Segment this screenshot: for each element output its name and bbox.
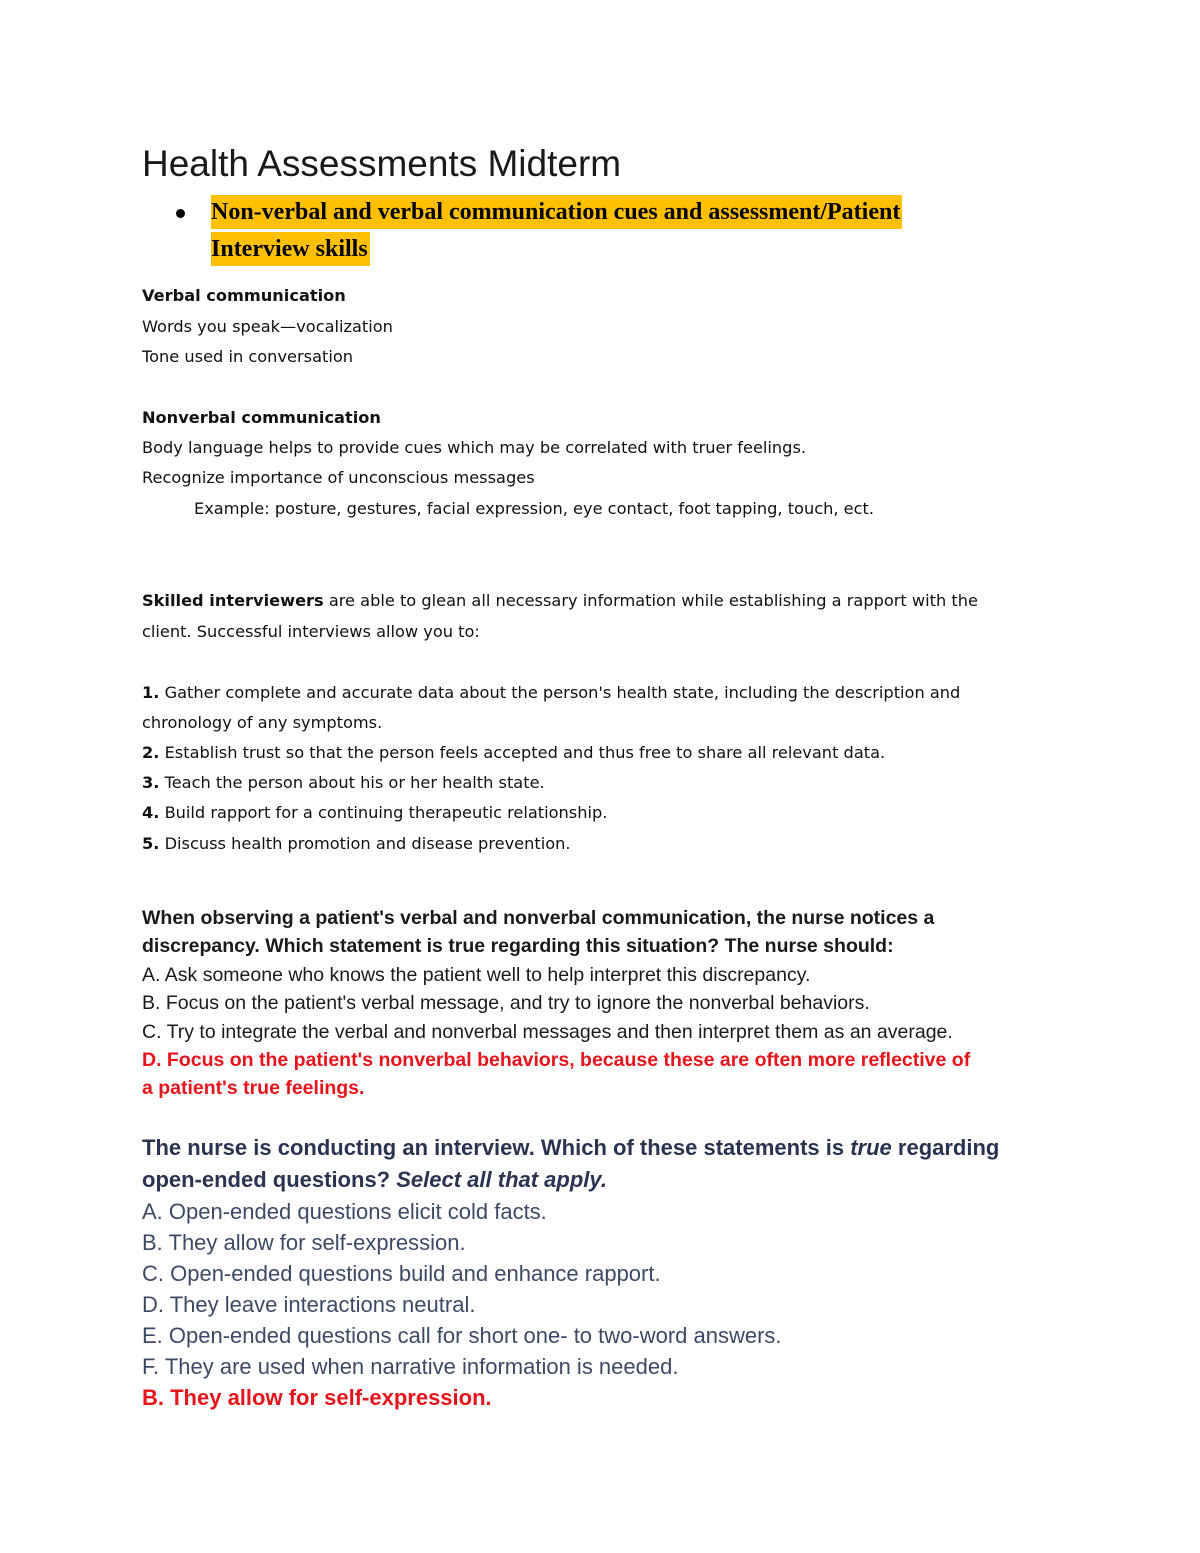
goal-text: Teach the person about his or her health state. bbox=[159, 773, 545, 792]
verbal-line: Words you speak—vocalization bbox=[142, 317, 393, 336]
goal-text: Discuss health promotion and disease prevention. bbox=[159, 834, 571, 853]
nonverbal-line: Recognize importance of unconscious messages bbox=[142, 468, 535, 487]
question-1-option: B. Focus on the patient's verbal message, and try to ignore the nonverbal behaviors. bbox=[142, 992, 870, 1014]
document-title: Health Assessments Midterm bbox=[142, 143, 622, 184]
goal-item bbox=[142, 801, 607, 825]
goal-number: 4. bbox=[142, 803, 160, 822]
question-2-option: D. They leave interactions neutral. bbox=[142, 1292, 476, 1317]
goal-text: Gather complete and accurate data about the person's health state, including the description and bbox=[159, 683, 961, 702]
nonverbal-line: Body language helps to provide cues which may be correlated with truer feelings. bbox=[142, 438, 807, 457]
nonverbal-example: Example: posture, gestures, facial expression, eye contact, foot tapping, touch, ect. bbox=[194, 499, 875, 518]
goal-text: Build rapport for a continuing therapeutic relationship. bbox=[159, 803, 608, 822]
question-2-option: F. They are used when narrative information is needed. bbox=[142, 1354, 679, 1379]
goal-item bbox=[142, 741, 885, 765]
question-2-option: E. Open-ended questions call for short one- to two-word answers. bbox=[142, 1323, 782, 1348]
goal-number: 1. bbox=[142, 683, 160, 702]
verbal-heading: Verbal communication bbox=[142, 286, 346, 305]
skilled-paragraph-line-1 bbox=[142, 589, 978, 613]
question-1-option: A. Ask someone who knows the patient well to help interpret this discrepancy. bbox=[142, 964, 811, 986]
highlighted-topic-line-2: Interview skills bbox=[211, 232, 370, 266]
skilled-paragraph-line-2: client. Successful interviews allow you to: bbox=[142, 622, 480, 641]
goal-item-continuation: chronology of any symptoms. bbox=[142, 713, 383, 732]
highlighted-topic-line-1: Non-verbal and verbal communication cues and assessment/Patient bbox=[211, 195, 902, 229]
goal-text: Establish trust so that the person feels accepted and thus free to share all relevant data. bbox=[159, 743, 886, 762]
question-1-answer-line-1: D. Focus on the patient's nonverbal behaviors, because these are often more reflective of bbox=[142, 1049, 971, 1071]
question-1-answer-line-2: a patient's true feelings. bbox=[142, 1077, 365, 1099]
goal-number: 3. bbox=[142, 773, 160, 792]
question-2-option: A. Open-ended questions elicit cold facts. bbox=[142, 1199, 547, 1224]
goal-item bbox=[142, 681, 960, 705]
nonverbal-heading: Nonverbal communication bbox=[142, 408, 381, 427]
verbal-line: Tone used in conversation bbox=[142, 347, 353, 366]
question-2-option: C. Open-ended questions build and enhance rapport. bbox=[142, 1261, 661, 1286]
question-1-stem-line-1: When observing a patient's verbal and nonverbal communication, the nurse notices a bbox=[142, 907, 935, 929]
skilled-rest: are able to glean all necessary information while establishing a rapport with the bbox=[323, 591, 978, 610]
goal-item bbox=[142, 832, 571, 856]
question-2-option: B. They allow for self-expression. bbox=[142, 1230, 466, 1255]
question-1-option: C. Try to integrate the verbal and nonverbal messages and then interpret them as an average. bbox=[142, 1021, 953, 1043]
question-2-instruction: Select all that apply. bbox=[396, 1167, 607, 1192]
goal-item bbox=[142, 771, 545, 795]
goal-number: 5. bbox=[142, 834, 160, 853]
question-2-stem-text: The nurse is conducting an interview. Which of these statements is bbox=[142, 1135, 851, 1160]
question-1-stem-line-2: discrepancy. Which statement is true regarding this situation? The nurse should: bbox=[142, 935, 894, 957]
question-2-stem-text: regarding bbox=[891, 1135, 1000, 1160]
question-2-stem-line-2 bbox=[142, 1164, 607, 1196]
question-2-stem-text: open-ended questions? bbox=[142, 1167, 397, 1192]
bullet-dot-icon bbox=[176, 209, 185, 218]
question-2-answer: B. They allow for self-expression. bbox=[142, 1385, 492, 1410]
question-2-stem-line-1 bbox=[142, 1132, 999, 1164]
question-2-stem-italic: true bbox=[850, 1135, 892, 1160]
goal-number: 2. bbox=[142, 743, 160, 762]
skilled-bold: Skilled interviewers bbox=[142, 591, 324, 610]
